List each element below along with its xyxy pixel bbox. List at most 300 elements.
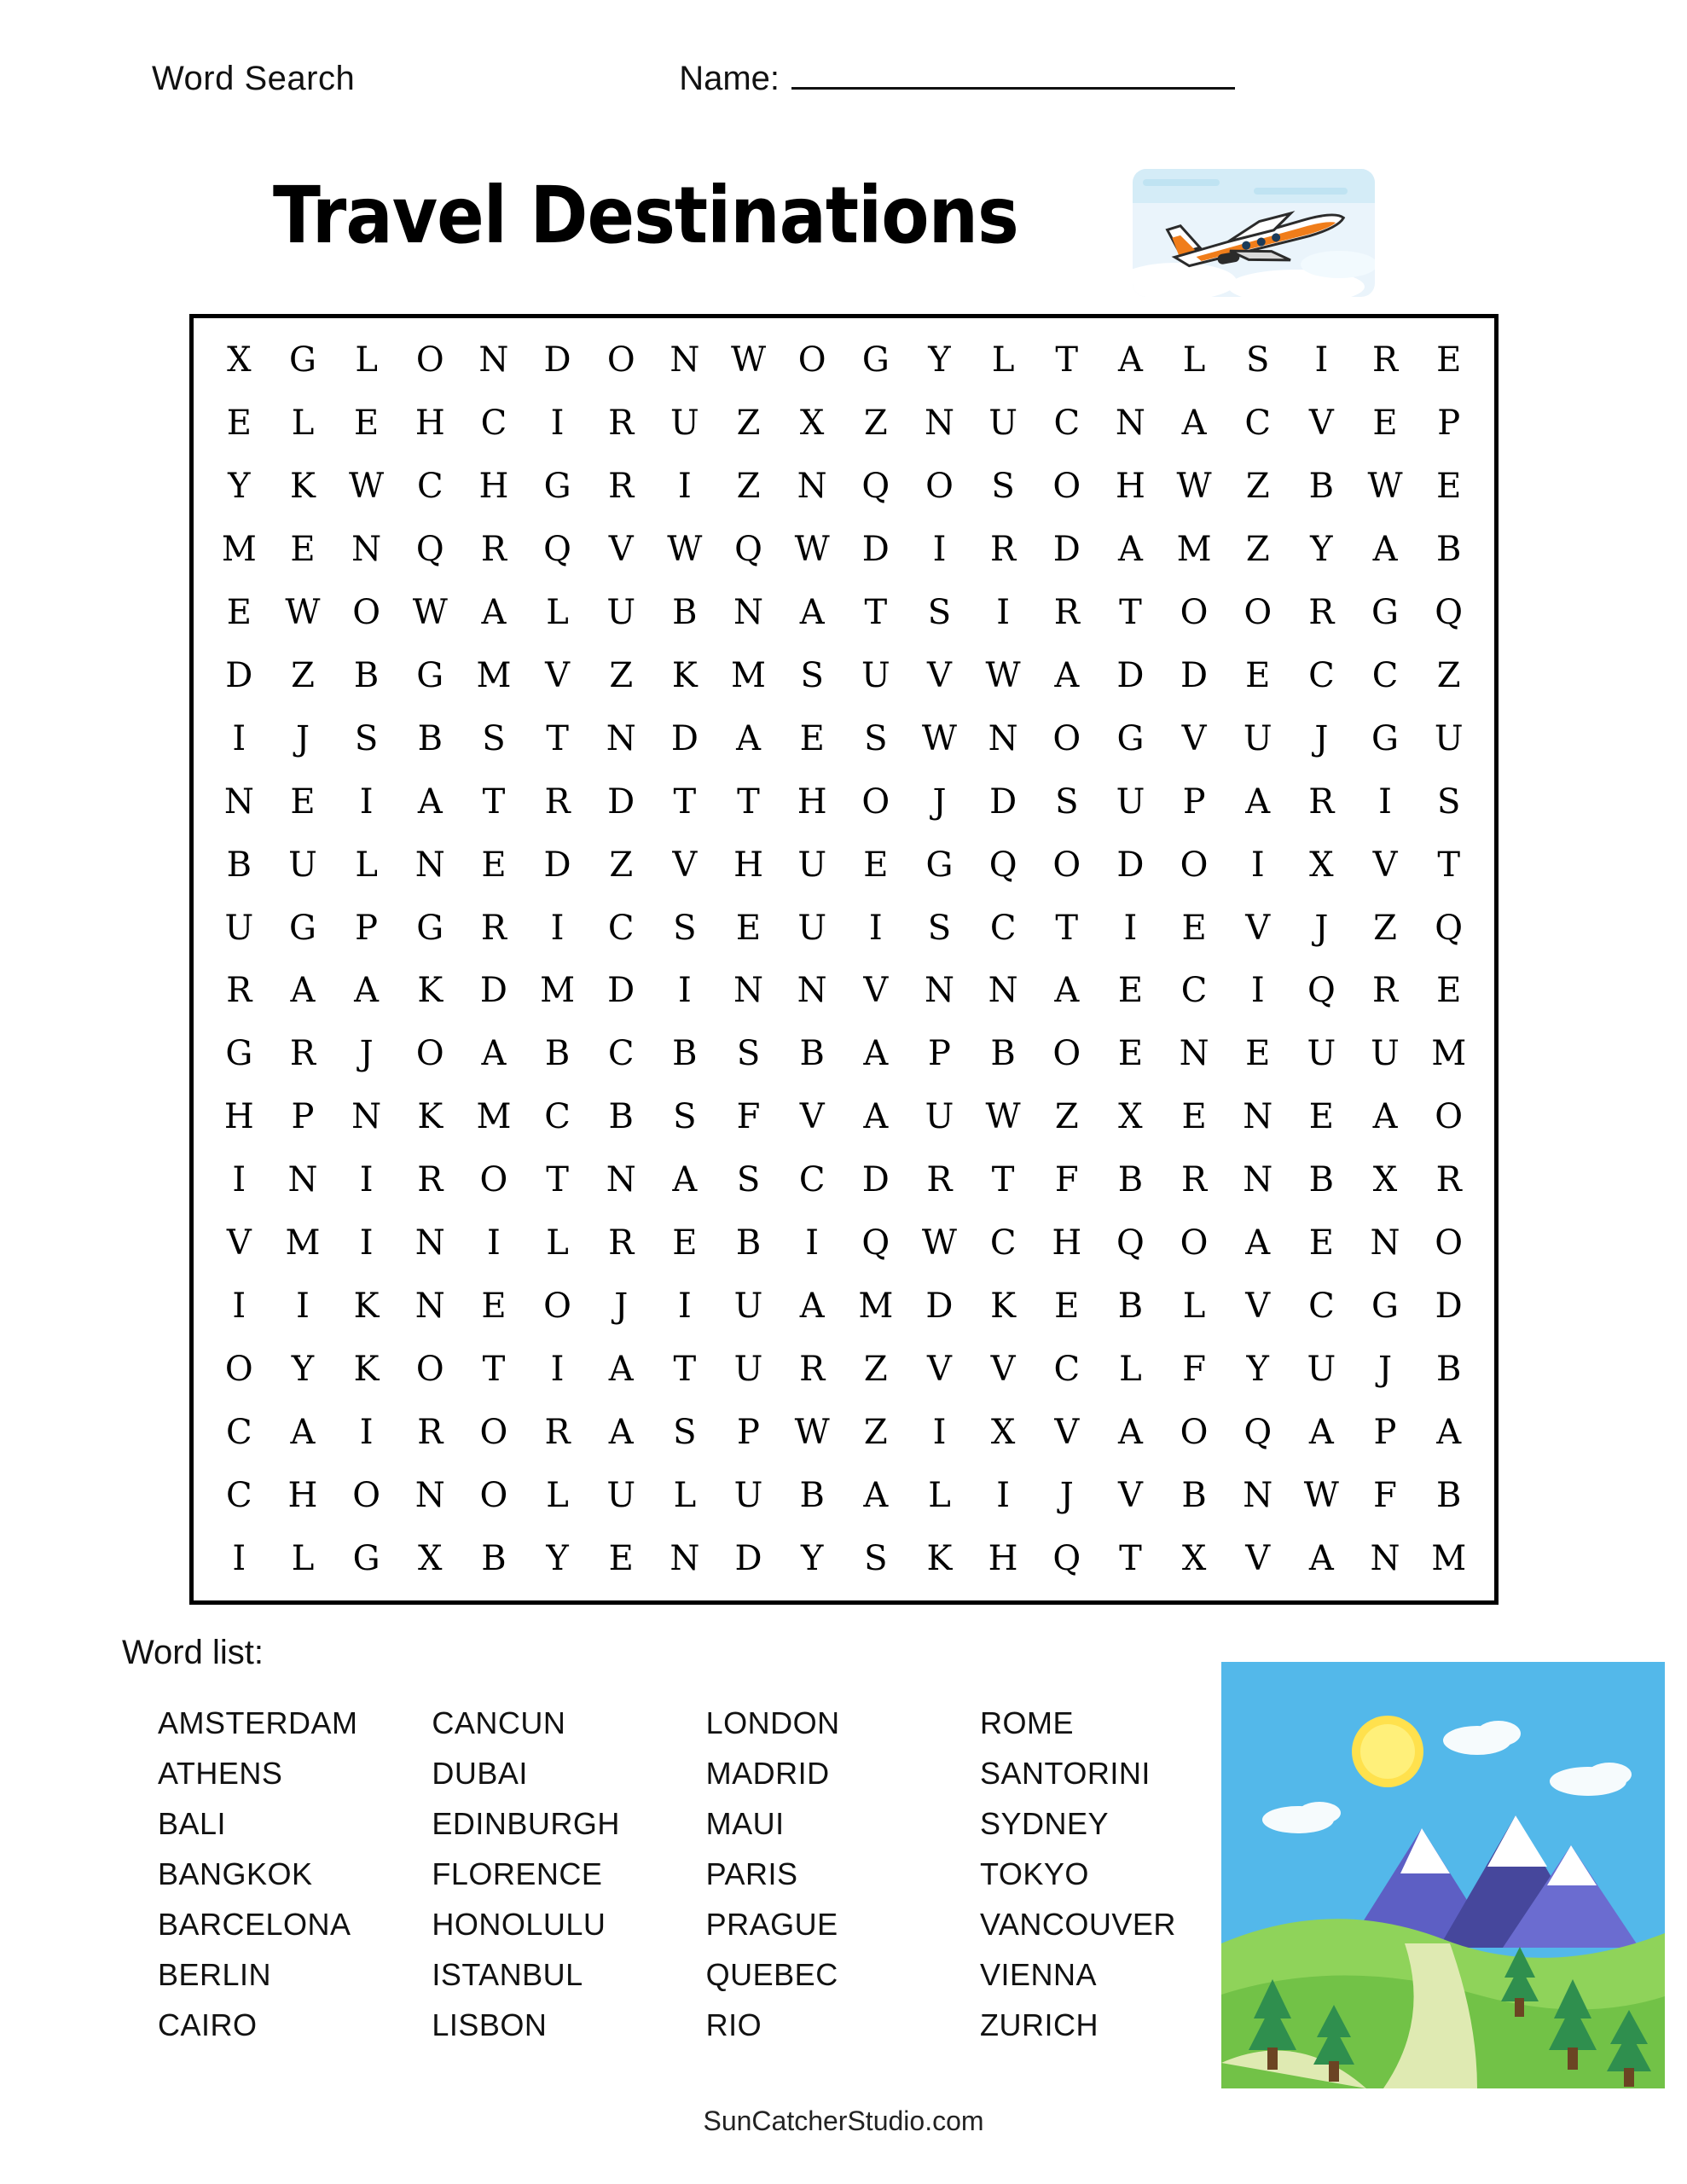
grid-letter[interactable]: K — [290, 466, 316, 506]
grid-letter[interactable]: T — [546, 1160, 569, 1200]
grid-letter[interactable]: U — [1116, 781, 1145, 822]
grid-letter[interactable]: N — [415, 1223, 445, 1263]
grid-letter[interactable]: U — [733, 1287, 763, 1327]
word-list-item[interactable]: SYDNEY — [979, 1806, 1110, 1841]
name-input-line[interactable] — [791, 58, 1235, 90]
grid-letter[interactable]: A — [1436, 1413, 1462, 1453]
grid-letter[interactable]: T — [737, 781, 760, 822]
grid-letter[interactable]: T — [673, 781, 697, 822]
grid-letter[interactable]: C — [1308, 1287, 1335, 1327]
grid-letter[interactable]: Q — [1435, 908, 1464, 948]
grid-letter[interactable]: O — [606, 340, 635, 380]
grid-letter[interactable]: F — [736, 1097, 761, 1137]
grid-letter[interactable]: Q — [415, 529, 444, 569]
grid-letter[interactable]: M — [540, 971, 576, 1011]
grid-letter[interactable]: U — [1307, 1034, 1336, 1074]
grid-letter[interactable]: V — [990, 1350, 1016, 1390]
grid-letter[interactable]: A — [417, 781, 443, 822]
grid-letter[interactable]: W — [794, 529, 830, 569]
grid-letter[interactable]: B — [417, 718, 443, 758]
grid-letter[interactable]: D — [225, 655, 253, 695]
grid-letter[interactable]: L — [291, 1539, 315, 1579]
word-list-item[interactable]: EDINBURGH — [432, 1806, 620, 1841]
grid-letter[interactable]: U — [797, 908, 827, 948]
grid-letter[interactable]: L — [1182, 1287, 1206, 1327]
grid-letter[interactable]: Q — [1307, 971, 1336, 1011]
grid-letter[interactable]: B — [1435, 529, 1462, 569]
grid-letter[interactable]: C — [798, 1160, 826, 1200]
grid-letter[interactable]: O — [1180, 1413, 1209, 1453]
word-list-item[interactable]: RIO — [705, 2007, 762, 2042]
grid-letter[interactable]: M — [1176, 529, 1212, 569]
grid-letter[interactable]: U — [1307, 1350, 1336, 1390]
grid-letter[interactable]: U — [670, 403, 699, 443]
grid-letter[interactable]: O — [1180, 845, 1209, 885]
grid-letter[interactable]: U — [1371, 1034, 1400, 1074]
word-list-item[interactable]: VANCOUVER — [979, 1907, 1176, 1942]
grid-letter[interactable]: I — [550, 403, 565, 443]
grid-letter[interactable]: W — [1176, 466, 1212, 506]
grid-letter[interactable]: T — [482, 1350, 506, 1390]
grid-letter[interactable]: I — [677, 971, 692, 1011]
grid-letter[interactable]: Z — [1373, 908, 1397, 948]
grid-letter[interactable]: V — [799, 1097, 825, 1137]
grid-letter[interactable]: S — [1436, 781, 1461, 822]
grid-letter[interactable]: W — [349, 466, 385, 506]
grid-letter[interactable]: G — [288, 340, 316, 380]
grid-letter[interactable]: N — [606, 1160, 636, 1200]
grid-letter[interactable]: I — [1378, 781, 1392, 822]
grid-letter[interactable]: G — [416, 655, 444, 695]
grid-letter[interactable]: N — [1179, 1034, 1209, 1074]
grid-letter[interactable]: D — [861, 1160, 890, 1200]
grid-letter[interactable]: O — [479, 1476, 508, 1516]
grid-letter[interactable]: R — [1371, 340, 1399, 380]
grid-letter[interactable]: C — [544, 1097, 571, 1137]
grid-letter[interactable]: A — [1308, 1539, 1334, 1579]
grid-letter[interactable]: D — [734, 1539, 762, 1579]
grid-letter[interactable]: R — [1435, 1160, 1462, 1200]
grid-letter[interactable]: O — [415, 340, 444, 380]
grid-letter[interactable]: I — [232, 1539, 246, 1579]
grid-letter[interactable]: A — [863, 1097, 889, 1137]
word-list-item[interactable]: CANCUN — [432, 1705, 566, 1740]
grid-letter[interactable]: E — [1181, 908, 1207, 948]
grid-letter[interactable]: A — [481, 1034, 507, 1074]
grid-letter[interactable]: B — [735, 1223, 762, 1263]
grid-letter[interactable]: L — [1119, 1350, 1142, 1390]
grid-letter[interactable]: A — [736, 718, 761, 758]
grid-letter[interactable]: R — [544, 781, 571, 822]
grid-letter[interactable]: S — [1055, 781, 1079, 822]
grid-letter[interactable]: D — [607, 971, 635, 1011]
word-list-item[interactable]: SANTORINI — [979, 1756, 1151, 1791]
grid-letter[interactable]: U — [733, 1476, 763, 1516]
grid-letter[interactable]: C — [226, 1413, 252, 1453]
grid-letter[interactable]: C — [989, 908, 1017, 948]
grid-letter[interactable]: P — [1182, 781, 1206, 822]
grid-letter[interactable]: O — [1435, 1097, 1464, 1137]
grid-letter[interactable]: R — [480, 529, 507, 569]
grid-letter[interactable]: Z — [736, 403, 761, 443]
grid-letter[interactable]: D — [479, 971, 507, 1011]
grid-letter[interactable]: Y — [928, 340, 951, 380]
grid-letter[interactable]: N — [351, 1097, 382, 1137]
grid-letter[interactable]: K — [417, 1097, 443, 1137]
grid-letter[interactable]: A — [1054, 655, 1080, 695]
grid-letter[interactable]: Y — [800, 1539, 824, 1579]
grid-letter[interactable]: N — [924, 971, 954, 1011]
grid-letter[interactable]: S — [1246, 340, 1270, 380]
grid-letter[interactable]: A — [608, 1350, 634, 1390]
grid-letter[interactable]: O — [1435, 1223, 1464, 1263]
word-list-item[interactable]: CAIRO — [158, 2007, 258, 2042]
grid-letter[interactable]: P — [928, 1034, 951, 1074]
grid-letter[interactable]: J — [1314, 718, 1329, 758]
grid-letter[interactable]: D — [925, 1287, 954, 1327]
grid-letter[interactable]: B — [990, 1034, 1016, 1074]
grid-letter[interactable]: M — [731, 655, 766, 695]
word-list-item[interactable]: PRAGUE — [705, 1907, 838, 1942]
grid-letter[interactable]: O — [479, 1413, 508, 1453]
grid-letter[interactable]: W — [985, 655, 1021, 695]
grid-letter[interactable]: R — [289, 1034, 316, 1074]
grid-letter[interactable]: Y — [1310, 529, 1333, 569]
grid-letter[interactable]: O — [1052, 1034, 1081, 1074]
word-list-item[interactable]: QUEBEC — [705, 1957, 838, 1992]
grid-letter[interactable]: D — [1052, 529, 1081, 569]
grid-letter[interactable]: Z — [863, 1350, 888, 1390]
grid-letter[interactable]: K — [353, 1350, 380, 1390]
grid-letter[interactable]: K — [926, 1539, 953, 1579]
grid-letter[interactable]: S — [673, 1413, 697, 1453]
word-list-item[interactable]: LONDON — [705, 1705, 840, 1740]
grid-letter[interactable]: T — [546, 718, 569, 758]
grid-letter[interactable]: B — [799, 1034, 825, 1074]
grid-letter[interactable]: P — [1437, 403, 1461, 443]
grid-letter[interactable]: H — [988, 1539, 1018, 1579]
grid-letter[interactable]: M — [221, 529, 257, 569]
grid-letter[interactable]: L — [546, 1476, 569, 1516]
grid-letter[interactable]: I — [1123, 908, 1138, 948]
grid-letter[interactable]: V — [1245, 1539, 1271, 1579]
word-search-grid[interactable] — [207, 328, 1481, 1590]
grid-letter[interactable]: A — [354, 971, 380, 1011]
grid-letter[interactable]: X — [1181, 1539, 1207, 1579]
grid-letter[interactable]: T — [1055, 340, 1079, 380]
grid-letter[interactable]: R — [544, 1413, 571, 1453]
grid-letter[interactable]: Z — [1245, 529, 1270, 569]
grid-letter[interactable]: I — [996, 592, 1011, 632]
grid-letter[interactable]: E — [1372, 403, 1398, 443]
grid-letter[interactable]: A — [608, 1413, 634, 1453]
grid-letter[interactable]: W — [1303, 1476, 1339, 1516]
grid-letter[interactable]: S — [354, 718, 379, 758]
grid-letter[interactable]: K — [671, 655, 698, 695]
grid-letter[interactable]: V — [1117, 1476, 1143, 1516]
grid-letter[interactable]: B — [1117, 1160, 1144, 1200]
grid-letter[interactable]: J — [614, 1287, 629, 1327]
grid-letter[interactable]: Q — [988, 845, 1017, 885]
grid-letter[interactable]: H — [1052, 1223, 1082, 1263]
grid-letter[interactable]: Z — [736, 466, 761, 506]
grid-letter[interactable]: C — [480, 403, 507, 443]
grid-letter[interactable]: C — [1244, 403, 1272, 443]
grid-letter[interactable]: N — [988, 971, 1018, 1011]
grid-letter[interactable]: T — [991, 1160, 1015, 1200]
grid-letter[interactable]: O — [1180, 592, 1209, 632]
word-list-item[interactable]: LISBON — [432, 2007, 548, 2042]
grid-letter[interactable]: E — [1308, 1097, 1334, 1137]
grid-letter[interactable]: Z — [1436, 655, 1461, 695]
grid-letter[interactable]: R — [608, 403, 635, 443]
grid-letter[interactable]: N — [797, 466, 827, 506]
grid-letter[interactable]: A — [799, 1287, 825, 1327]
grid-letter[interactable]: A — [1117, 529, 1143, 569]
grid-letter[interactable]: A — [1245, 781, 1271, 822]
grid-letter[interactable]: I — [1250, 971, 1265, 1011]
grid-letter[interactable]: I — [359, 1223, 374, 1263]
grid-letter[interactable]: C — [607, 908, 635, 948]
grid-letter[interactable]: O — [1052, 718, 1081, 758]
word-list-item[interactable]: DUBAI — [432, 1756, 528, 1791]
grid-letter[interactable]: A — [1245, 1223, 1271, 1263]
grid-letter[interactable]: A — [863, 1476, 889, 1516]
grid-letter[interactable]: D — [607, 781, 635, 822]
grid-letter[interactable]: C — [1053, 403, 1081, 443]
grid-letter[interactable]: M — [1431, 1539, 1467, 1579]
grid-letter[interactable]: D — [861, 529, 890, 569]
grid-letter[interactable]: I — [1314, 340, 1329, 380]
grid-letter[interactable]: R — [1053, 592, 1080, 632]
word-list-item[interactable]: BANGKOK — [158, 1856, 313, 1891]
grid-letter[interactable]: G — [225, 1034, 253, 1074]
grid-letter[interactable]: I — [932, 1413, 947, 1453]
grid-letter[interactable]: N — [733, 592, 764, 632]
grid-letter[interactable]: D — [1116, 845, 1145, 885]
grid-letter[interactable]: S — [800, 655, 824, 695]
grid-letter[interactable]: H — [223, 1097, 254, 1137]
grid-letter[interactable]: A — [290, 971, 316, 1011]
grid-letter[interactable]: Z — [609, 845, 634, 885]
grid-letter[interactable]: X — [1118, 1097, 1143, 1137]
word-list-item[interactable]: HONOLULU — [432, 1907, 606, 1942]
grid-letter[interactable]: R — [417, 1160, 443, 1200]
grid-letter[interactable]: S — [927, 908, 952, 948]
grid-letter[interactable]: D — [989, 781, 1017, 822]
grid-letter[interactable]: E — [1181, 1097, 1207, 1137]
grid-letter[interactable]: S — [991, 466, 1015, 506]
grid-letter[interactable]: G — [352, 1539, 380, 1579]
grid-letter[interactable]: B — [672, 1034, 698, 1074]
grid-letter[interactable]: L — [673, 1476, 697, 1516]
grid-letter[interactable]: S — [673, 1097, 697, 1137]
grid-letter[interactable]: S — [736, 1034, 761, 1074]
word-list-item[interactable]: MADRID — [705, 1756, 830, 1791]
grid-letter[interactable]: G — [861, 340, 890, 380]
grid-letter[interactable]: V — [1054, 1413, 1080, 1453]
word-list-item[interactable]: BALI — [158, 1806, 227, 1841]
word-list-item[interactable]: VIENNA — [979, 1957, 1098, 1992]
grid-letter[interactable]: G — [543, 466, 571, 506]
grid-letter[interactable]: B — [1308, 466, 1335, 506]
grid-letter[interactable]: U — [224, 908, 254, 948]
grid-letter[interactable]: I — [550, 1350, 565, 1390]
grid-letter[interactable]: H — [733, 845, 763, 885]
grid-letter[interactable]: U — [988, 403, 1017, 443]
grid-letter[interactable]: B — [672, 592, 698, 632]
grid-letter[interactable]: E — [481, 845, 507, 885]
grid-letter[interactable]: U — [606, 1476, 636, 1516]
grid-letter[interactable]: L — [928, 1476, 951, 1516]
grid-letter[interactable]: N — [606, 718, 636, 758]
grid-letter[interactable]: L — [355, 845, 378, 885]
word-list-item[interactable]: ZURICH — [979, 2007, 1099, 2042]
grid-letter[interactable]: U — [1243, 718, 1272, 758]
grid-letter[interactable]: C — [1308, 655, 1335, 695]
grid-letter[interactable]: G — [416, 908, 444, 948]
grid-letter[interactable]: J — [1059, 1476, 1074, 1516]
grid-letter[interactable]: S — [736, 1160, 761, 1200]
grid-letter[interactable]: X — [990, 1413, 1016, 1453]
grid-letter[interactable]: X — [799, 403, 825, 443]
grid-letter[interactable]: U — [288, 845, 317, 885]
grid-letter[interactable]: R — [417, 1413, 443, 1453]
grid-letter[interactable]: O — [1052, 845, 1081, 885]
grid-letter[interactable]: P — [291, 1097, 315, 1137]
grid-letter[interactable]: D — [1116, 655, 1145, 695]
grid-letter[interactable]: E — [290, 781, 316, 822]
grid-letter[interactable]: N — [1115, 403, 1145, 443]
grid-letter[interactable]: W — [412, 592, 448, 632]
grid-letter[interactable]: U — [797, 845, 827, 885]
grid-letter[interactable]: A — [290, 1413, 316, 1453]
grid-letter[interactable]: R — [1308, 592, 1335, 632]
grid-letter[interactable]: I — [677, 466, 692, 506]
grid-letter[interactable]: E — [1308, 1223, 1334, 1263]
grid-letter[interactable]: Q — [734, 529, 762, 569]
grid-letter[interactable]: T — [1437, 845, 1461, 885]
grid-letter[interactable]: M — [285, 1223, 321, 1263]
grid-letter[interactable]: O — [1244, 592, 1272, 632]
grid-letter[interactable]: N — [1243, 1476, 1273, 1516]
grid-letter[interactable]: N — [478, 340, 509, 380]
grid-letter[interactable]: S — [927, 592, 952, 632]
grid-letter[interactable]: E — [1117, 1034, 1144, 1074]
grid-letter[interactable]: I — [232, 1287, 246, 1327]
grid-letter[interactable]: V — [927, 1350, 952, 1390]
grid-letter[interactable]: O — [352, 592, 381, 632]
grid-letter[interactable]: W — [921, 1223, 958, 1263]
grid-letter[interactable]: Y — [291, 1350, 315, 1390]
grid-letter[interactable]: N — [223, 781, 254, 822]
grid-letter[interactable]: A — [1117, 1413, 1143, 1453]
grid-letter[interactable]: E — [1117, 971, 1144, 1011]
grid-letter[interactable]: E — [1245, 1034, 1271, 1074]
grid-letter[interactable]: C — [1371, 655, 1399, 695]
grid-letter[interactable]: B — [799, 1476, 825, 1516]
grid-letter[interactable]: Q — [1244, 1413, 1272, 1453]
word-list-item[interactable]: FLORENCE — [432, 1856, 603, 1891]
grid-letter[interactable]: A — [1117, 340, 1143, 380]
grid-letter[interactable]: E — [735, 908, 762, 948]
grid-letter[interactable]: E — [1054, 1287, 1080, 1327]
word-list-item[interactable]: TOKYO — [979, 1856, 1089, 1891]
grid-letter[interactable]: I — [359, 1160, 374, 1200]
grid-letter[interactable]: D — [1435, 1287, 1463, 1327]
grid-letter[interactable]: L — [291, 403, 315, 443]
grid-letter[interactable]: J — [359, 1034, 374, 1074]
grid-letter[interactable]: P — [737, 1413, 760, 1453]
grid-letter[interactable]: N — [1370, 1223, 1400, 1263]
grid-letter[interactable]: A — [863, 1034, 889, 1074]
grid-letter[interactable]: M — [1431, 1034, 1467, 1074]
grid-letter[interactable]: B — [353, 655, 380, 695]
grid-letter[interactable]: E — [290, 529, 316, 569]
grid-letter[interactable]: W — [285, 592, 321, 632]
grid-letter[interactable]: E — [481, 1287, 507, 1327]
grid-letter[interactable]: I — [232, 718, 246, 758]
grid-letter[interactable]: A — [481, 592, 507, 632]
grid-letter[interactable]: O — [925, 466, 954, 506]
grid-letter[interactable]: A — [1054, 971, 1080, 1011]
grid-letter[interactable]: Y — [1246, 1350, 1269, 1390]
grid-letter[interactable]: E — [226, 592, 252, 632]
grid-letter[interactable]: O — [415, 1034, 444, 1074]
grid-letter[interactable]: A — [1372, 529, 1398, 569]
grid-letter[interactable]: J — [1314, 908, 1329, 948]
word-list-item[interactable]: ROME — [979, 1705, 1074, 1740]
grid-letter[interactable]: H — [797, 781, 827, 822]
grid-letter[interactable]: Y — [228, 466, 251, 506]
grid-letter[interactable]: M — [476, 1097, 512, 1137]
grid-letter[interactable]: J — [932, 781, 947, 822]
grid-letter[interactable]: O — [861, 781, 890, 822]
grid-letter[interactable]: G — [1371, 1287, 1399, 1327]
grid-letter[interactable]: V — [672, 845, 698, 885]
grid-letter[interactable]: P — [1373, 1413, 1397, 1453]
grid-letter[interactable]: G — [288, 908, 316, 948]
grid-letter[interactable]: F — [1182, 1350, 1206, 1390]
grid-letter[interactable]: E — [354, 403, 380, 443]
grid-letter[interactable]: L — [355, 340, 378, 380]
grid-letter[interactable]: O — [1180, 1223, 1209, 1263]
word-list-item[interactable]: AMSTERDAM — [158, 1705, 358, 1740]
grid-letter[interactable]: N — [287, 1160, 318, 1200]
grid-letter[interactable]: U — [861, 655, 890, 695]
grid-letter[interactable]: R — [799, 1350, 826, 1390]
grid-letter[interactable]: E — [1436, 340, 1462, 380]
grid-letter[interactable]: I — [677, 1287, 692, 1327]
grid-letter[interactable]: Z — [863, 403, 888, 443]
grid-letter[interactable]: Q — [543, 529, 571, 569]
grid-letter[interactable]: N — [797, 971, 827, 1011]
grid-letter[interactable]: V — [1245, 1287, 1271, 1327]
grid-letter[interactable]: D — [1180, 655, 1209, 695]
grid-letter[interactable]: K — [990, 1287, 1017, 1327]
grid-letter[interactable]: S — [864, 1539, 888, 1579]
grid-letter[interactable]: D — [543, 340, 571, 380]
grid-letter[interactable]: L — [546, 592, 569, 632]
word-list-item[interactable]: MAUI — [705, 1806, 785, 1841]
grid-letter[interactable]: H — [478, 466, 509, 506]
grid-letter[interactable]: R — [926, 1160, 953, 1200]
grid-letter[interactable]: Z — [609, 655, 634, 695]
grid-letter[interactable]: E — [608, 1539, 634, 1579]
grid-letter[interactable]: O — [479, 1160, 508, 1200]
grid-letter[interactable]: R — [480, 908, 507, 948]
grid-letter[interactable]: N — [351, 529, 382, 569]
